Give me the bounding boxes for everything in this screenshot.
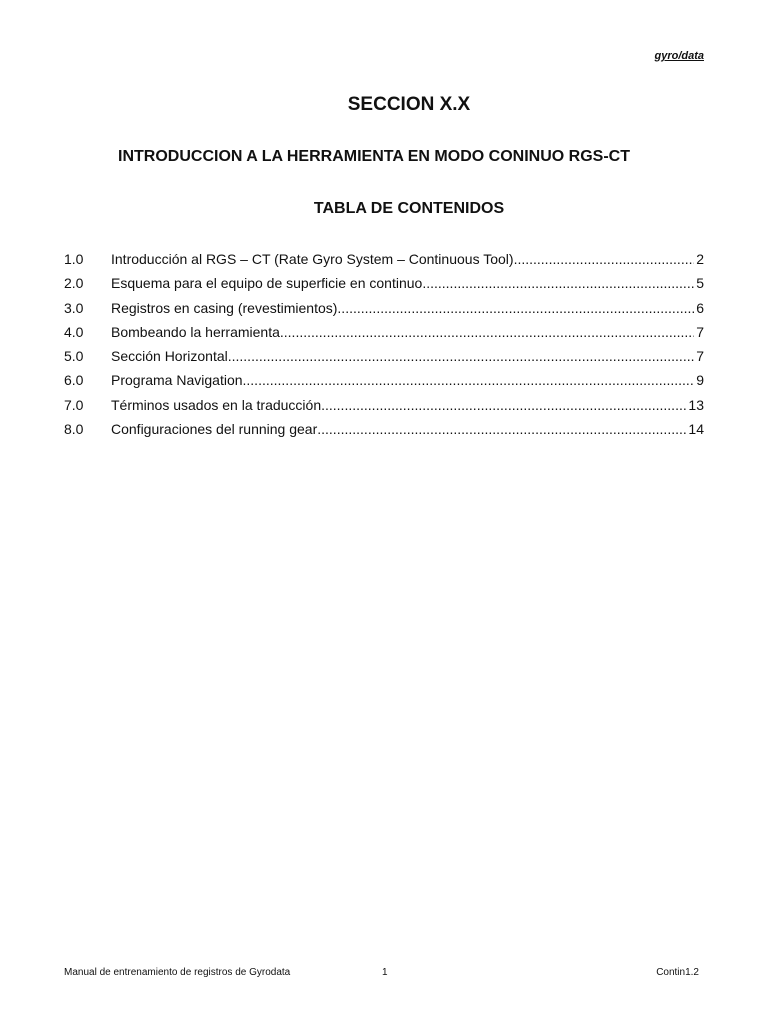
table-of-contents	[64, 251, 704, 445]
toc-dot-leader	[228, 348, 694, 364]
toc-entry-number: 2.0	[64, 275, 84, 292]
toc-dot-leader	[321, 397, 686, 413]
toc-dot-leader	[317, 421, 686, 437]
footer-manual-title: Manual de entrenamiento de registros de Gyrodata	[64, 967, 291, 978]
toc-entry-title: Bombeando la herramienta	[111, 323, 280, 340]
footer-page-number: 1	[382, 967, 388, 978]
toc-entry[interactable]	[64, 300, 704, 324]
toc-entry-page: 9	[696, 372, 704, 389]
section-title: SECCION X.X	[347, 94, 471, 115]
toc-entry-number: 6.0	[64, 372, 84, 389]
toc-heading: TABLA DE CONTENIDOS	[313, 200, 505, 217]
toc-entry-number: 7.0	[64, 396, 84, 413]
header-brand: gyro/data	[654, 50, 704, 62]
toc-entry-number: 3.0	[64, 299, 84, 316]
toc-entry[interactable]	[64, 348, 704, 372]
toc-entry-number: 8.0	[64, 421, 84, 438]
toc-entry[interactable]	[64, 397, 704, 421]
toc-entry-page: 2	[696, 251, 704, 267]
toc-entry-page: 7	[696, 348, 704, 365]
toc-entry[interactable]	[64, 324, 704, 348]
toc-entry[interactable]	[64, 251, 704, 275]
toc-entry-page: 13	[688, 396, 704, 413]
toc-entry-page: 6	[696, 299, 704, 316]
toc-dot-leader	[280, 324, 694, 340]
toc-dot-leader	[514, 251, 695, 267]
toc-entry-number: 4.0	[64, 323, 84, 340]
toc-dot-leader	[422, 275, 694, 291]
toc-entry-title: Sección Horizontal	[111, 348, 228, 365]
toc-entry-title: Términos usados en la traducción	[111, 396, 322, 413]
toc-entry-title: Esquema para el equipo de superficie en continuo	[111, 275, 423, 292]
toc-dot-leader	[337, 300, 694, 316]
toc-entry-title: Configuraciones del running gear	[111, 421, 318, 438]
toc-entry-number: 1.0	[64, 251, 84, 267]
toc-entry-page: 5	[696, 275, 704, 292]
footer-document-code: Contin1.2	[656, 967, 699, 978]
toc-entry-title: Programa Navigation	[111, 372, 243, 389]
toc-entry-title: Introducción al RGS – CT (Rate Gyro System – Continuous Tool)	[111, 251, 514, 267]
toc-entry-number: 5.0	[64, 348, 84, 365]
document-title: INTRODUCCION A LA HERRAMIENTA EN MODO CONINUO RGS-CT	[118, 148, 630, 165]
toc-entry[interactable]	[64, 421, 704, 445]
toc-entry[interactable]	[64, 372, 704, 396]
toc-entry[interactable]	[64, 275, 704, 299]
toc-entry-page: 7	[696, 323, 704, 340]
toc-dot-leader	[243, 372, 695, 388]
toc-entry-title: Registros en casing (revestimientos)	[111, 299, 338, 316]
toc-entry-page: 14	[688, 421, 704, 438]
